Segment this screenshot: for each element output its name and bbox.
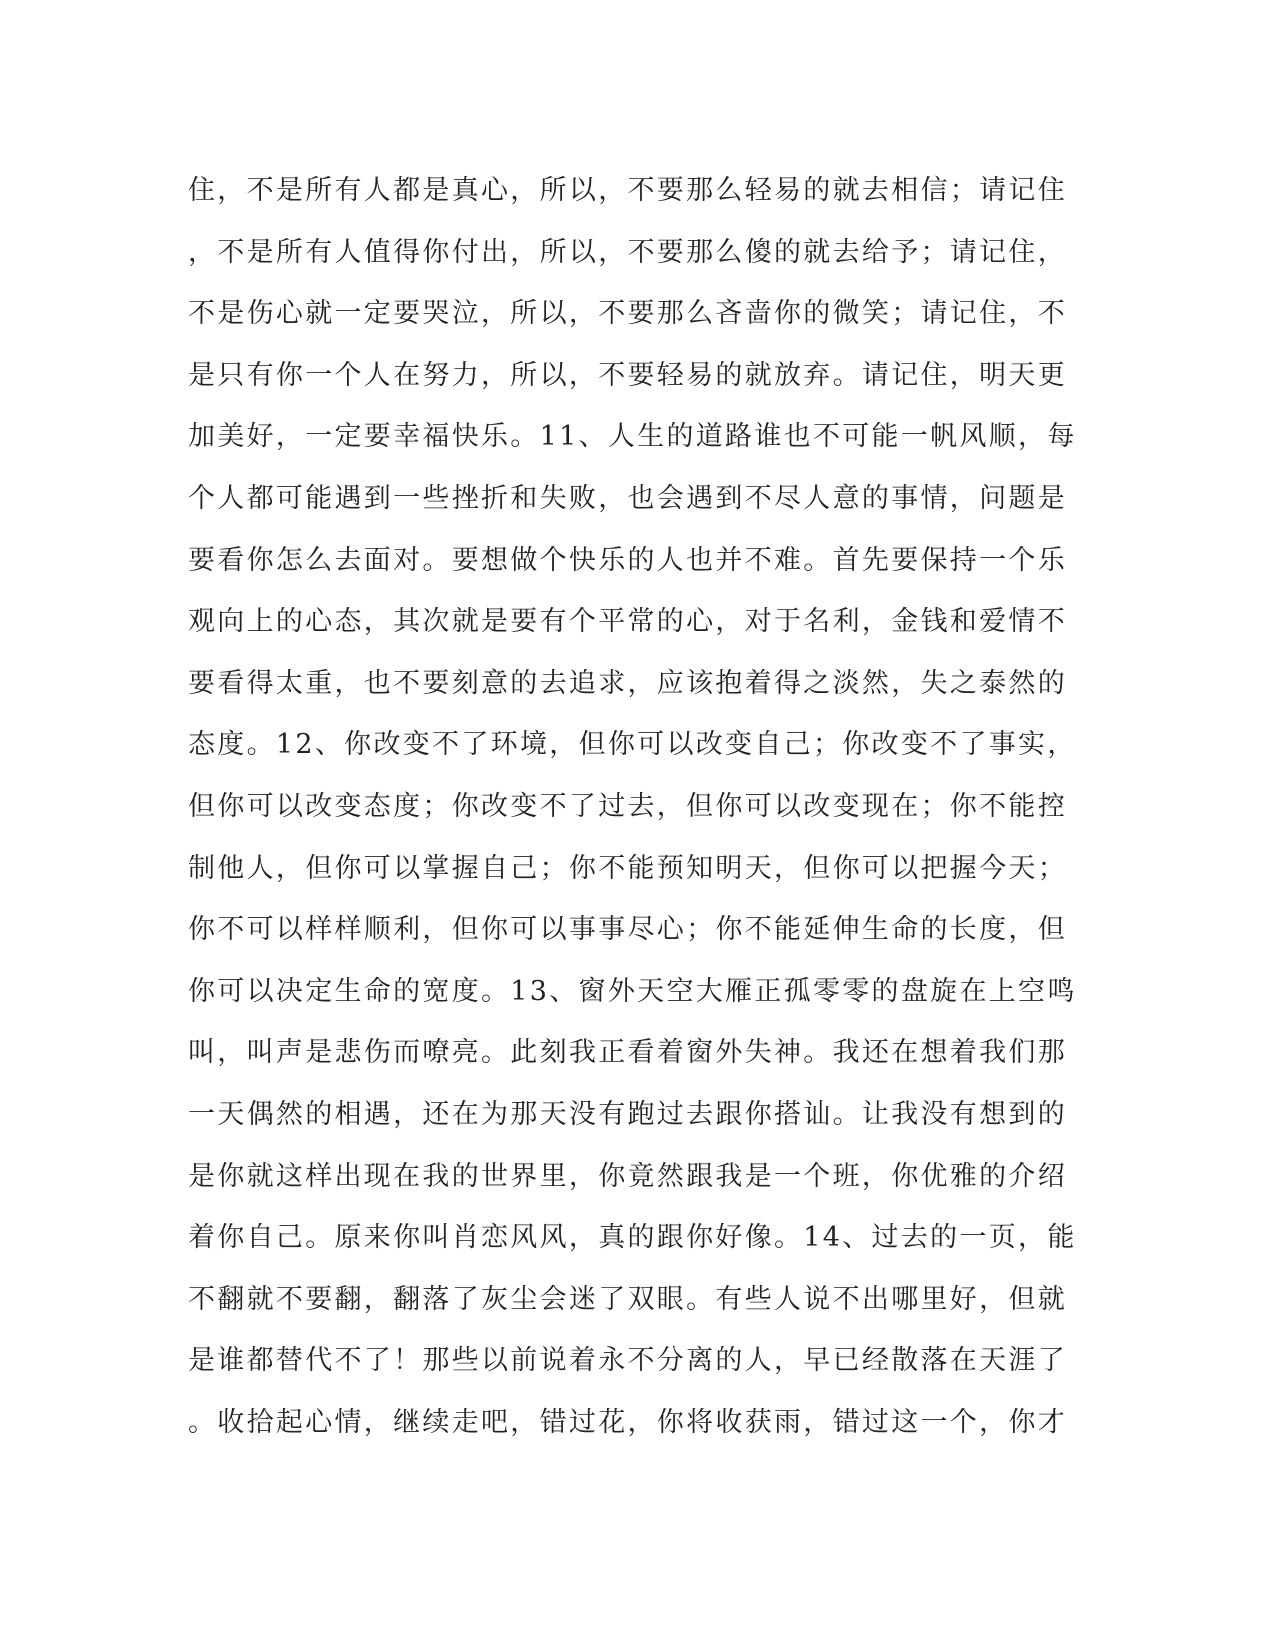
- text-line: 态度。12、你改变不了环境，但你可以改变自己；你改变不了事实，: [188, 729, 1077, 761]
- text-line: 不翻就不要翻，翻落了灰尘会迷了双眼。有些人说不出哪里好，但就: [188, 1283, 1067, 1315]
- text-line: 观向上的心态，其次就是要有个平常的心，对于名利，金钱和爱情不: [188, 606, 1067, 638]
- text-line: 要看得太重，也不要刻意的去追求，应该抱着得之淡然，失之泰然的: [188, 667, 1067, 699]
- text-line: 不是伤心就一定要哭泣，所以，不要那么吝啬你的微笑；请记住，不: [188, 298, 1067, 330]
- text-line: 住，不是所有人都是真心，所以，不要那么轻易的就去相信；请记住: [188, 175, 1067, 206]
- text-line: 是你就这样出现在我的世界里，你竟然跟我是一个班，你优雅的介绍: [188, 1160, 1067, 1192]
- text-line: 你不可以样样顺利，但你可以事事尽心；你不能延伸生命的长度，但: [188, 914, 1067, 946]
- text-line: 但你可以改变态度；你改变不了过去，但你可以改变现在；你不能控: [188, 790, 1067, 822]
- body-text: [188, 160, 1077, 1453]
- text-line: 一天偶然的相遇，还在为那天没有跑过去跟你搭讪。让我没有想到的: [188, 1098, 1067, 1130]
- text-line: 你可以决定生命的宽度。13、窗外天空大雁正孤零零的盘旋在上空鸣: [188, 975, 1077, 1007]
- text-line: 叫，叫声是悲伤而嘹亮。此刻我正看着窗外失神。我还在想着我们那: [188, 1037, 1067, 1069]
- text-line: 要看你怎么去面对。要想做个快乐的人也并不难。首先要保持一个乐: [188, 544, 1067, 576]
- text-line: 加美好，一定要幸福快乐。11、人生的道路谁也不可能一帆风顺，每: [188, 421, 1077, 453]
- text-line: 着你自己。原来你叫肖恋风风，真的跟你好像。14、过去的一页，能: [188, 1222, 1077, 1254]
- text-line: 个人都可能遇到一些挫折和失败，也会遇到不尽人意的事情，问题是: [188, 482, 1067, 514]
- text-line: ，不是所有人值得你付出，所以，不要那么傻的就去给予；请记住，: [188, 236, 1067, 268]
- text-line: 。收拾起心情，继续走吧，错过花，你将收获雨，错过这一个，你才: [188, 1406, 1067, 1438]
- text-line: 制他人，但你可以掌握自己；你不能预知明天，但你可以把握今天；: [188, 852, 1067, 884]
- text-line: 是谁都替代不了！那些以前说着永不分离的人，早已经散落在天涯了: [188, 1345, 1067, 1377]
- text-line: 是只有你一个人在努力，所以，不要轻易的就放弃。请记住，明天更: [188, 359, 1067, 391]
